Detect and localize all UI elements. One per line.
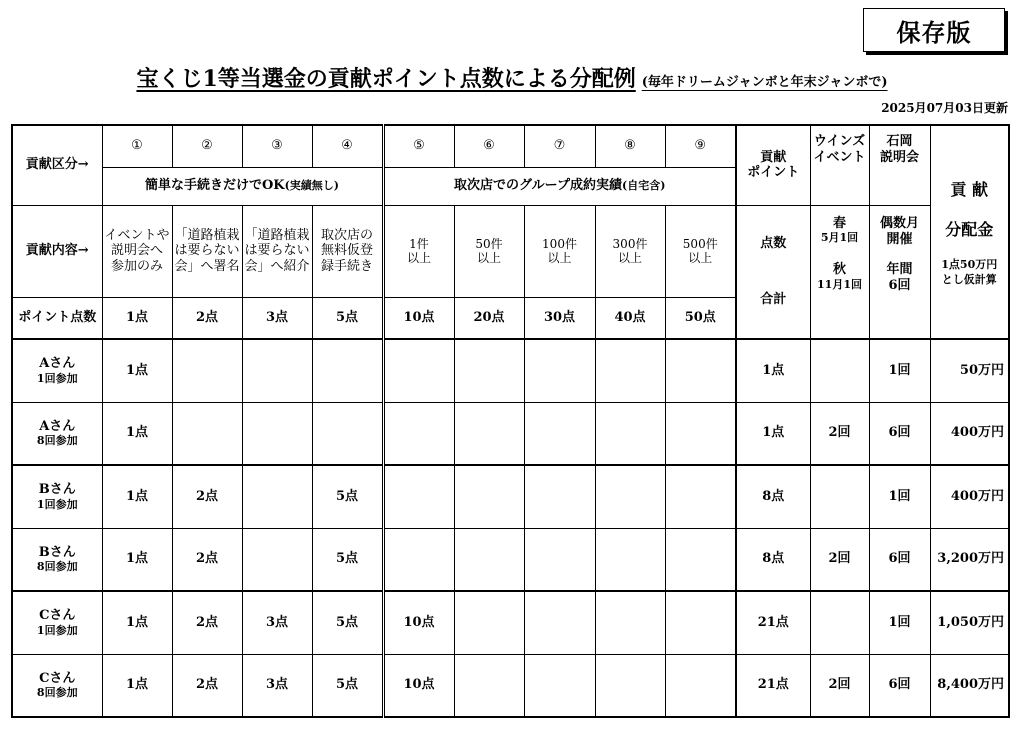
payout-title-2: 分配金 [945, 219, 994, 239]
payout-note: 1点50万円 とし仮計算 [941, 258, 998, 286]
ishioka-detail: 偶数月 開催 年間 6回 [869, 205, 930, 339]
point-cell [524, 654, 595, 717]
point-cell [454, 465, 524, 528]
table-row [12, 591, 1009, 654]
points-9: 50点 [665, 297, 736, 339]
header-row-descriptions [12, 205, 1009, 297]
point-cell: 2点 [172, 528, 242, 591]
participant-label: Bさん [38, 544, 76, 560]
point-cell [595, 465, 665, 528]
ishioka-count-cell: 6回 [869, 528, 930, 591]
point-cell: 5点 [312, 591, 383, 654]
wins-count-cell [810, 591, 869, 654]
point-cell [454, 528, 524, 591]
point-cell [454, 339, 524, 402]
point-cell [665, 528, 736, 591]
point-cell [242, 465, 312, 528]
wins-detail: 春 5月1回 秋 11月1回 [810, 205, 869, 339]
col-number-8: ⑧ [595, 125, 665, 167]
point-cell: 5点 [312, 528, 383, 591]
point-cell [665, 339, 736, 402]
point-cell: 10点 [383, 591, 454, 654]
point-cell [524, 465, 595, 528]
point-cell: 1点 [102, 402, 172, 465]
point-cell: 1点 [102, 339, 172, 402]
table-row [12, 402, 1009, 465]
participant-frequency: 1回参加 [36, 371, 78, 385]
points-1: 1点 [102, 297, 172, 339]
participant-label: Cさん [39, 608, 76, 624]
payout-cell: 400万円 [930, 402, 1009, 465]
points-5: 10点 [383, 297, 454, 339]
point-cell [665, 654, 736, 717]
header-row-numbers [12, 125, 1009, 167]
point-cell [524, 528, 595, 591]
point-cell [454, 654, 524, 717]
participant-label: Aさん [39, 356, 76, 372]
point-cell: 10点 [383, 654, 454, 717]
participant-frequency: 8回参加 [36, 686, 78, 700]
point-cell [172, 402, 242, 465]
ishioka-count-cell: 1回 [869, 465, 930, 528]
point-cell [524, 591, 595, 654]
participant-name [12, 465, 102, 528]
participant-label: Aさん [39, 418, 76, 434]
table-row [12, 654, 1009, 717]
col-number-3: ③ [242, 125, 312, 167]
participant-frequency: 1回参加 [36, 497, 78, 511]
col-number-7: ⑦ [524, 125, 595, 167]
points-3: 3点 [242, 297, 312, 339]
total-points-cell: 21点 [736, 591, 810, 654]
desc-9: 500件 以上 [665, 205, 736, 297]
col-number-2: ② [172, 125, 242, 167]
table-row [12, 465, 1009, 528]
points-8: 40点 [595, 297, 665, 339]
payout-cell: 1,050万円 [930, 591, 1009, 654]
payout-cell: 50万円 [930, 339, 1009, 402]
desc-6: 50件 以上 [454, 205, 524, 297]
table-row [12, 339, 1009, 402]
point-cell: 5点 [312, 654, 383, 717]
total-points-cell: 1点 [736, 339, 810, 402]
points-6: 20点 [454, 297, 524, 339]
participant-name [12, 402, 102, 465]
payout-cell: 3,200万円 [930, 528, 1009, 591]
point-cell [524, 402, 595, 465]
title-main: 宝くじ1等当選金の貢献ポイント点数による分配例 [136, 66, 636, 92]
desc-8: 300件 以上 [595, 205, 665, 297]
col-number-6: ⑥ [454, 125, 524, 167]
point-cell [383, 465, 454, 528]
desc-5: 1件 以上 [383, 205, 454, 297]
group-shop: 取次店でのグループ成約実績(自宅含) [383, 167, 736, 205]
points-label: ポイント点数 [12, 297, 102, 339]
ishioka-count-cell: 6回 [869, 402, 930, 465]
desc-1: イベントや 説明会へ 参加のみ [102, 205, 172, 297]
participant-frequency: 1回参加 [36, 623, 78, 637]
point-cell [242, 528, 312, 591]
contribution-title: 貢献 ポイント [736, 125, 810, 205]
wins-count-cell: 2回 [810, 528, 869, 591]
participant-label: Cさん [39, 670, 76, 686]
point-cell: 3点 [242, 654, 312, 717]
point-cell [665, 591, 736, 654]
point-cell: 2点 [172, 654, 242, 717]
group-easy: 簡単な手続きだけでOK(実績無し) [102, 167, 383, 205]
table-row [12, 528, 1009, 591]
wins-count-cell [810, 465, 869, 528]
payout-cell: 8,400万円 [930, 654, 1009, 717]
ishioka-count-cell: 1回 [869, 339, 930, 402]
archive-badge: 保存版 [863, 8, 1005, 52]
payout-title-1: 貢 献 [950, 180, 989, 200]
point-cell: 1点 [102, 465, 172, 528]
col-number-4: ④ [312, 125, 383, 167]
points-7: 30点 [524, 297, 595, 339]
desc-7: 100件 以上 [524, 205, 595, 297]
ishioka-count-cell: 1回 [869, 591, 930, 654]
points-4: 5点 [312, 297, 383, 339]
point-cell: 2点 [172, 465, 242, 528]
point-cell [595, 402, 665, 465]
point-cell [383, 402, 454, 465]
page-title [0, 62, 1024, 93]
ishioka-count-cell: 6回 [869, 654, 930, 717]
point-cell [595, 591, 665, 654]
total-points-cell: 1点 [736, 402, 810, 465]
col-number-9: ⑨ [665, 125, 736, 167]
updated-date: 2025月07月03日更新 [881, 101, 1008, 115]
participant-name [12, 654, 102, 717]
col-number-5: ⑤ [383, 125, 454, 167]
col-number-1: ① [102, 125, 172, 167]
kubun-label: 貢献区分→ [12, 125, 102, 205]
total-points-cell: 8点 [736, 528, 810, 591]
contribution-sub: 点数 合計 [736, 205, 810, 339]
point-cell: 5点 [312, 465, 383, 528]
point-cell [312, 339, 383, 402]
payout-cell: 400万円 [930, 465, 1009, 528]
point-cell [595, 654, 665, 717]
desc-3: 「道路植栽 は要らない 会」へ紹介 [242, 205, 312, 297]
point-cell [665, 465, 736, 528]
title-subtitle: (毎年ドリームジャンボと年末ジャンボで) [641, 75, 888, 90]
point-cell: 1点 [102, 528, 172, 591]
point-cell [383, 528, 454, 591]
point-cell [242, 402, 312, 465]
wins-title: ウインズ イベント [810, 125, 869, 205]
point-cell [454, 591, 524, 654]
point-cell: 2点 [172, 591, 242, 654]
point-cell [665, 402, 736, 465]
point-cell: 1点 [102, 591, 172, 654]
desc-4: 取次店の 無料仮登 録手続き [312, 205, 383, 297]
participant-label: Bさん [38, 482, 76, 498]
point-cell [172, 339, 242, 402]
participant-name [12, 528, 102, 591]
participant-name [12, 339, 102, 402]
point-cell: 1点 [102, 654, 172, 717]
participant-frequency: 8回参加 [36, 434, 78, 448]
payout-header [930, 125, 1009, 339]
naiyou-label: 貢献内容→ [12, 205, 102, 297]
wins-count-cell [810, 339, 869, 402]
points-2: 2点 [172, 297, 242, 339]
wins-count-cell: 2回 [810, 654, 869, 717]
point-cell [595, 339, 665, 402]
point-cell: 3点 [242, 591, 312, 654]
participant-frequency: 8回参加 [36, 560, 78, 574]
distribution-table [11, 124, 1010, 718]
point-cell [595, 528, 665, 591]
ishioka-title: 石岡 説明会 [869, 125, 930, 205]
total-points-cell: 8点 [736, 465, 810, 528]
point-cell [524, 339, 595, 402]
desc-2: 「道路植栽 は要らない 会」へ署名 [172, 205, 242, 297]
wins-count-cell: 2回 [810, 402, 869, 465]
total-points-cell: 21点 [736, 654, 810, 717]
participant-name [12, 591, 102, 654]
point-cell [383, 339, 454, 402]
point-cell [242, 339, 312, 402]
point-cell [454, 402, 524, 465]
point-cell [312, 402, 383, 465]
